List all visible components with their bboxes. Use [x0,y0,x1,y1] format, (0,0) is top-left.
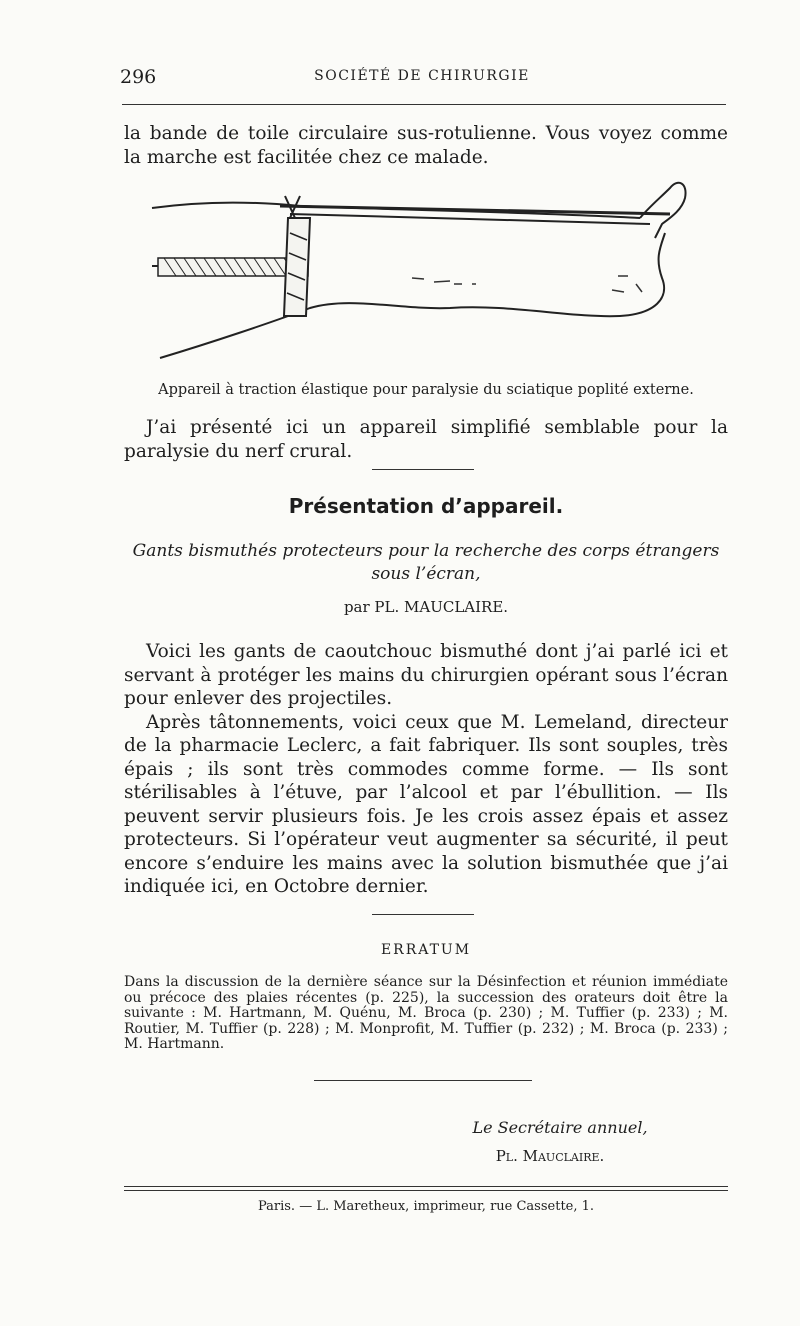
intro-line-1: la bande de toile circulaire sus-rotulienne. Vous voyez comme [124,123,728,144]
header-rule [122,104,726,105]
erratum-title: ERRATUM [380,942,472,958]
intro-line-2: la marche est facilitée chez ce malade. [124,146,489,168]
signature-title: Le Secrétaire annuel, [472,1118,648,1137]
footer-rule-1 [124,1186,728,1187]
page-number: 296 [120,66,157,88]
paragraph-2: Après tâtonnements, voici ceux que M. Lemeland, directeur de la pharmacie Leclerc, a fait fabriquer. Ils sont souples, très épais ; ils sont très commodes comme forme. — Ils sont stérilisables à l’étuve, par l’alcool et par l’ébullition. — Ils peuvent servir plusieurs fois. Je les crois assez épais et assez protecteurs. Si l’opérateur veut augmenter sa sécurité, il peut encore s’enduire les mains avec la solution bismuthée que j’ai indiquée ici, en Octobre dernier. [124,711,728,897]
elastic-band-top [280,206,670,214]
section-heading: Présentation d’appareil. [288,494,564,518]
paragraph-1: Voici les gants de caoutchouc bismuthé dont j’ai parlé ici et servant à protéger les mains du chirurgien opérant sous l’écran pour enlever des projectiles. [124,641,728,709]
crural-text: J’ai présenté ici un appareil simplifié semblable pour la paralysie du nerf crural. [124,417,728,462]
leg-brace-illustration [150,178,690,368]
leg-lower-outline [160,233,665,358]
skin-marks [412,276,642,292]
section-subtitle: Gants bismuthés protecteurs pour la recherche des corps étrangers sous l’écran, [132,541,720,584]
crural-paragraph [124,416,728,463]
signature-name: Pl. Mauclaire. [495,1147,605,1165]
running-title: SOCIÉTÉ DE CHIRURGIE [314,68,530,84]
printer-imprint: Paris. — L. Maretheux, imprimeur, rue Cassette, 1. [257,1199,595,1214]
section-divider-1 [372,469,474,470]
foot-outline [640,183,686,238]
intro-text [124,122,728,169]
footer-rule-2 [124,1190,728,1191]
article-body [124,640,728,899]
section-byline: par PL. MAUCLAIRE. [343,598,509,616]
page-header [120,66,724,90]
erratum-text: Dans la discussion de la dernière séance sur la Désinfection et réunion immédiate ou précoce des plaies récentes (p. 225), la succession des orateurs doit être la suivante : M. Hartmann, M. Quénu, M. Broca (p. 230) ; M. Tuffier (p. 233) ; M. Routier, M. Tuffier (p. 228) ; M. Monprofit, M. Tuffier (p. 232) ; M. Broca (p. 233) ; M. Hartmann. [124,974,728,1052]
section-divider-2 [372,914,474,915]
leg-upper-outline [152,203,640,219]
erratum-divider [314,1080,532,1081]
figure-caption: Appareil à traction élastique pour paralysie du sciatique poplité externe. [158,382,694,398]
knee-band [284,218,310,316]
